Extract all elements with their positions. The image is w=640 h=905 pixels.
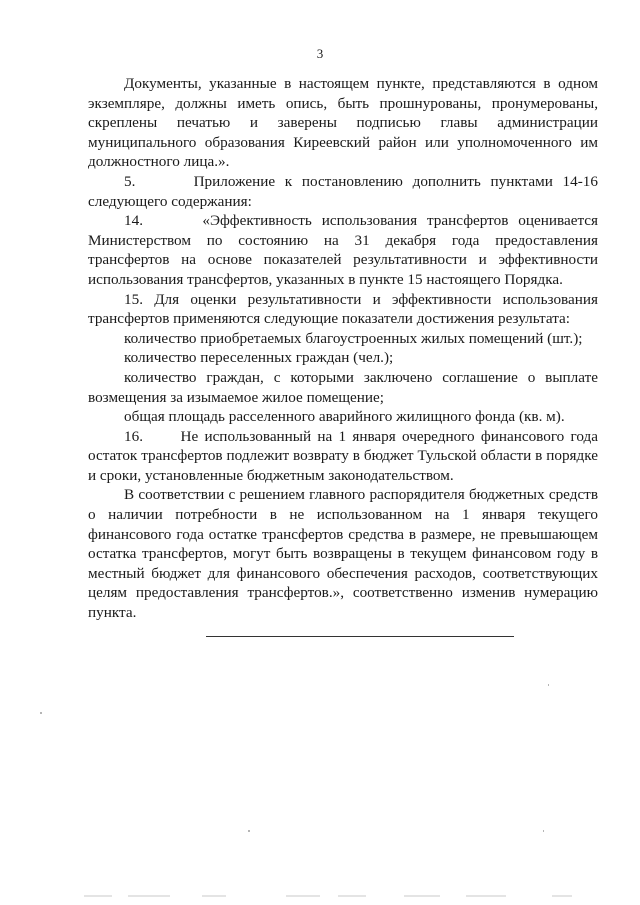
document-body [88, 74, 598, 623]
paragraph-item-14: 14. «Эффективность использования трансфертов оценивается Министерством по состоянию на 31 декабря года предоставления трансфертов на основе показателей результативности и эффективности использования трансфертов, указанных в пункте 15 настоящего Порядка. [88, 212, 598, 288]
paragraph-documents: Документы, указанные в настоящем пункте, представляются в одном экземпляре, должны иметь опись, быть прошнурованы, пронумерованы, скреплены печатью и заверены подписью главы администрации муниципального образования Киреевский район или уполномоченного им должностного лица.». [88, 75, 598, 171]
indicator-resettled-citizens: количество переселенных граждан (чел.); [124, 349, 394, 367]
paragraph-funds-return: В соответствии с решением главного распорядителя бюджетных средств о наличии потребности в не использованном на 1 января текущего финансового года остатке трансфертов средства в размере, не превышающем остатка трансфертов, могут быть возвращены в текущем финансовом году в местный бюджет для финансового обеспечения расходов, соответствующих целям предоставления трансфертов.», соответственно изменив нумерацию пункта. [88, 486, 598, 622]
page-number: 3 [316, 46, 324, 61]
paragraph-item-16: 16. Не использованный на 1 января очередного финансового года остаток трансфертов подлежит возврату в бюджет Тульской области в порядке и сроки, установленные бюджетным законодательством. [88, 427, 598, 484]
indicator-resettled-area: общая площадь расселенного аварийного жилищного фонда (кв. м). [124, 408, 565, 426]
paragraph-item-15: 15. Для оценки результативности и эффективности использования трансфертов применяются следующие показатели достижения результата: [88, 290, 598, 328]
separator-line [206, 636, 514, 637]
indicator-compensation-agreements: количество граждан, с которыми заключено соглашение о выплате возмещения за изымаемое жилое помещение; [88, 368, 598, 406]
indicator-housing-count: количество приобретаемых благоустроенных жилых помещений (шт.); [124, 329, 583, 347]
paragraph-item-5: 5. Приложение к постановлению дополнить пунктами 14-16 следующего содержания: [88, 172, 598, 210]
